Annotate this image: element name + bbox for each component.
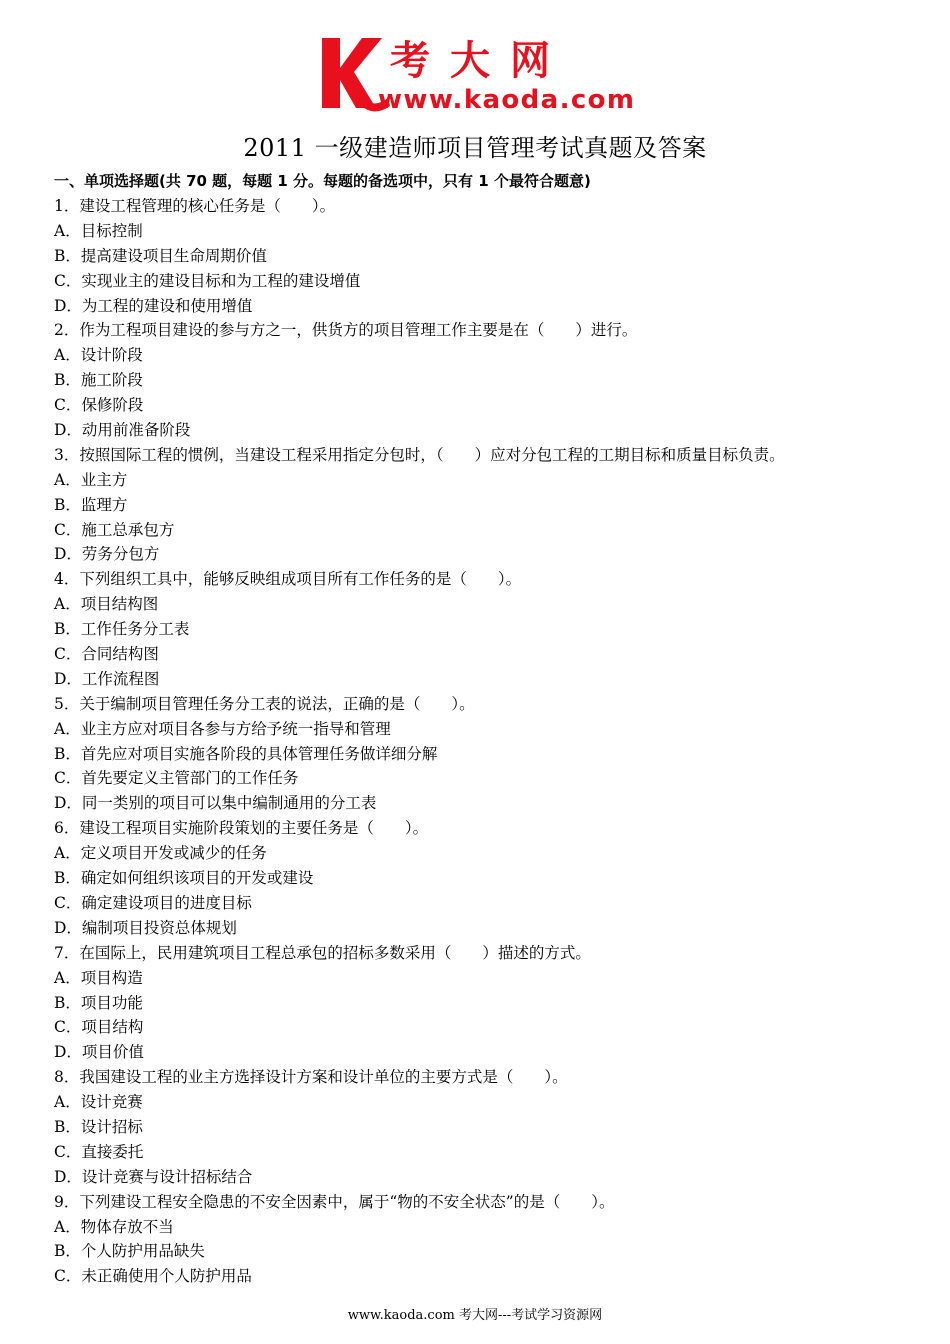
- answer-option: C．施工总承包方: [54, 520, 175, 539]
- answer-option: B．确定如何组织该项目的开发或建设: [54, 869, 314, 888]
- kaoda-logo: [318, 28, 638, 114]
- answer-option: A．设计阶段: [54, 346, 143, 365]
- answer-option: A．目标控制: [54, 221, 143, 240]
- answer-option: D．编制项目投资总体规划: [54, 918, 237, 937]
- answer-option: D．动用前准备阶段: [54, 421, 191, 440]
- answer-option: D．工作流程图: [54, 669, 160, 688]
- question-stem: 1．建设工程管理的核心任务是（ ）。: [54, 197, 336, 215]
- page-footer: www.kaoda.com 考大网---考试学习资源网: [347, 1308, 603, 1323]
- question-stem: 4．下列组织工具中，能够反映组成项目所有工作任务的是（ ）。: [54, 570, 522, 589]
- answer-option: D．劳务分包方: [54, 545, 160, 564]
- question-stem: 3．按照国际工程的惯例，当建设工程采用指定分包时，（ ）应对分包工程的工期目标和质量目标负责。: [54, 445, 785, 464]
- question-stem: 7．在国际上，民用建筑项目工程总承包的招标多数采用（ ）描述的方式。: [54, 943, 591, 962]
- answer-option: A．定义项目开发或减少的任务: [54, 844, 267, 863]
- answer-option: A．项目构造: [54, 968, 143, 987]
- document-title: 2011 一级建造师项目管理考试真题及答案: [243, 134, 707, 162]
- question-list: [54, 194, 934, 1289]
- answer-option: C．实现业主的建设目标和为工程的建设增值: [54, 271, 361, 290]
- answer-option: C．合同结构图: [54, 645, 159, 664]
- answer-option: D．设计竞赛与设计招标结合: [54, 1167, 253, 1186]
- answer-option: C．确定建设项目的进度目标: [54, 893, 252, 912]
- question-stem: 2．作为工程项目建设的参与方之一，供货方的项目管理工作主要是在（ ）进行。: [54, 321, 638, 340]
- answer-option: B．设计招标: [54, 1117, 143, 1136]
- answer-option: C．首先要定义主管部门的工作任务: [54, 769, 299, 788]
- answer-option: B．个人防护用品缺失: [54, 1242, 205, 1261]
- logo-brand-url: www.kaoda.com: [378, 85, 634, 114]
- answer-option: C．直接委托: [54, 1142, 144, 1161]
- answer-option: B．工作任务分工表: [54, 620, 190, 639]
- answer-option: B．项目功能: [54, 993, 143, 1012]
- answer-option: D．项目价值: [54, 1043, 144, 1062]
- answer-option: A．项目结构图: [54, 595, 159, 614]
- answer-option: B．施工阶段: [54, 371, 143, 390]
- answer-option: A．业主方: [54, 470, 128, 489]
- answer-option: D．为工程的建设和使用增值: [54, 296, 253, 315]
- answer-option: A．设计竞赛: [54, 1093, 143, 1112]
- question-stem: 6．建设工程项目实施阶段策划的主要任务是（ ）。: [54, 819, 429, 838]
- answer-option: B．监理方: [54, 495, 128, 514]
- question-stem: 5．关于编制项目管理任务分工表的说法，正确的是（ ）。: [54, 694, 475, 713]
- answer-option: A．物体存放不当: [54, 1217, 174, 1236]
- answer-option: C．未正确使用个人防护用品: [54, 1267, 252, 1286]
- question-stem: 9．下列建设工程安全隐患的不安全因素中，属于“物的不安全状态”的是（ ）。: [54, 1192, 615, 1211]
- answer-option: C．保修阶段: [54, 396, 144, 415]
- answer-option: A．业主方应对项目各参与方给予统一指导和管理: [54, 719, 391, 738]
- question-stem: 8．我国建设工程的业主方选择设计方案和设计单位的主要方式是（ ）。: [54, 1068, 568, 1087]
- answer-option: D．同一类别的项目可以集中编制通用的分工表: [54, 794, 377, 813]
- answer-option: B．提高建设项目生命周期价值: [54, 246, 267, 265]
- logo-brand-cn: 考大网: [390, 38, 550, 84]
- answer-option: C．项目结构: [54, 1018, 144, 1037]
- answer-option: B．首先应对项目实施各阶段的具体管理任务做详细分解: [54, 744, 438, 763]
- section-heading: 一、单项选择题(共 70 题，每题 1 分。每题的备选项中，只有 1 个最符合题意): [54, 172, 591, 190]
